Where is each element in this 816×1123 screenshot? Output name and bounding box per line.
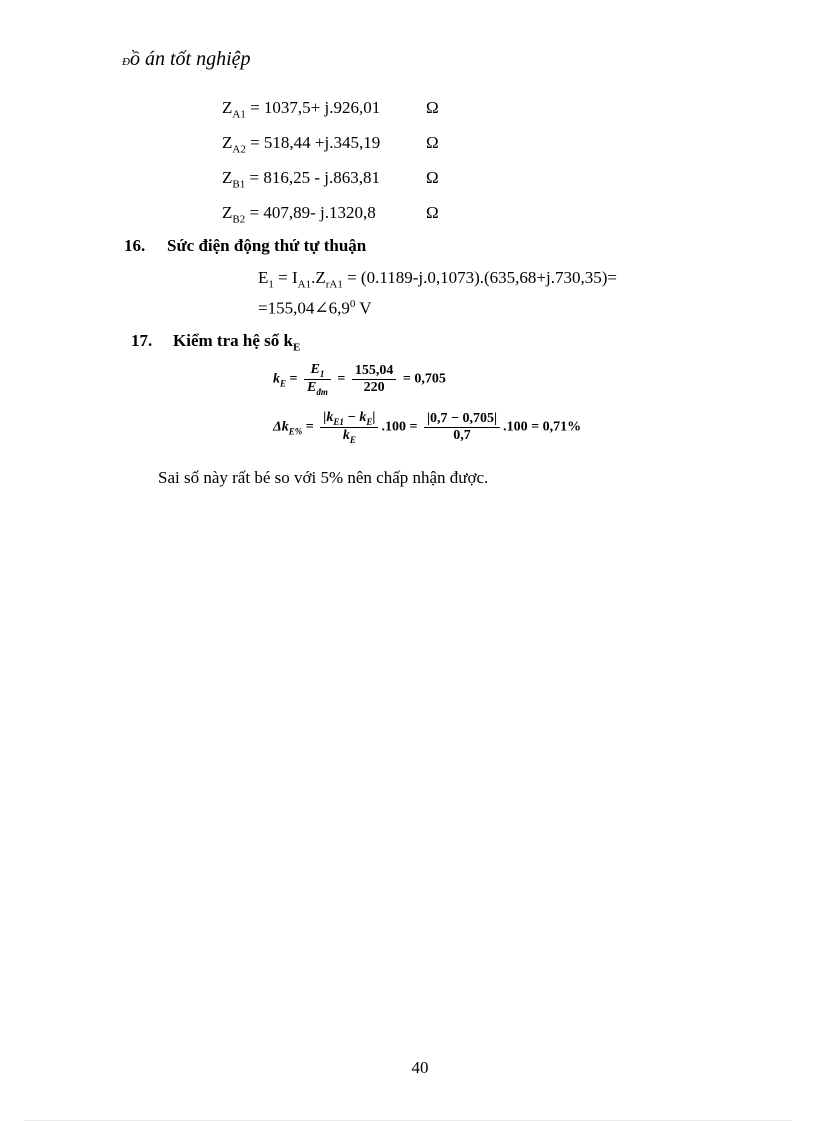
fraction: $\frac{|0,7 - 0,705|}{0,7}$ [424,411,500,444]
section-title: Sức điện động thứ tự thuận [167,236,367,255]
impedance-row: $Z_{B1} = 816,25 - j.863,81$ [222,168,380,191]
angle-symbol: ∠ [314,298,329,318]
ohm-unit: Ω [426,203,439,222]
fraction: $\frac{155,04}{220}$ [352,363,397,396]
section-17-heading: 17. Kiểm tra hệ số $k_E$ [131,331,301,354]
section-title: Kiểm tra hệ số k [173,331,293,350]
section-number: 16. [124,236,146,255]
impedance-row: $Z_{A2} = 518,44 +j.345,19$ [222,133,381,156]
impedance-row: $Z_{B2} = 407,89-$ j.1320,8 [222,203,376,226]
ohm-unit: Ω [426,168,439,187]
section-number: 17. [131,331,153,350]
emf-equation-line-2: $=155,04\angle 6,9^0$ V [258,298,372,318]
document-header [122,48,251,71]
ohm-unit: Ω [426,98,439,117]
page-number: 40 [411,1058,429,1077]
ohm-unit: Ω [426,133,439,152]
header-prefix: Đ [122,56,130,68]
section-16-heading [124,236,366,256]
emf-equation-line-1: $E_1 = I_{A1}.Z_{rA1} = (0.1189-j.0,1073).(635,68+j.730,35)=$ [258,268,617,291]
impedance-row: $Z_{A1} = 1037,5+ j.926,01$ [222,98,381,121]
delta-ke-equation: $\Delta k_{E\%}$ = $\frac{|k_{E1} - k_E|}{k_E}$ .100 = $\frac{|0,7 - 0,705|}{0,7}$ .100 = 0,71% [273,410,582,445]
ke-equation: $k_E$ = $\frac{E_1}{E_{đm}}$ = $\frac{155,04}{220}$ = 0,705 [273,362,446,397]
header-title: ồ án tốt nghiệp [129,48,251,70]
fraction: $\frac{|k_{E1} - k_E|}{k_E}$ [320,410,378,445]
fraction: $\frac{E_1}{E_{đm}}$ [304,362,331,397]
footer-divider [25,1120,791,1121]
conclusion-text: Sai số này rất bé so với 5% nên chấp nhận được. [158,468,489,487]
